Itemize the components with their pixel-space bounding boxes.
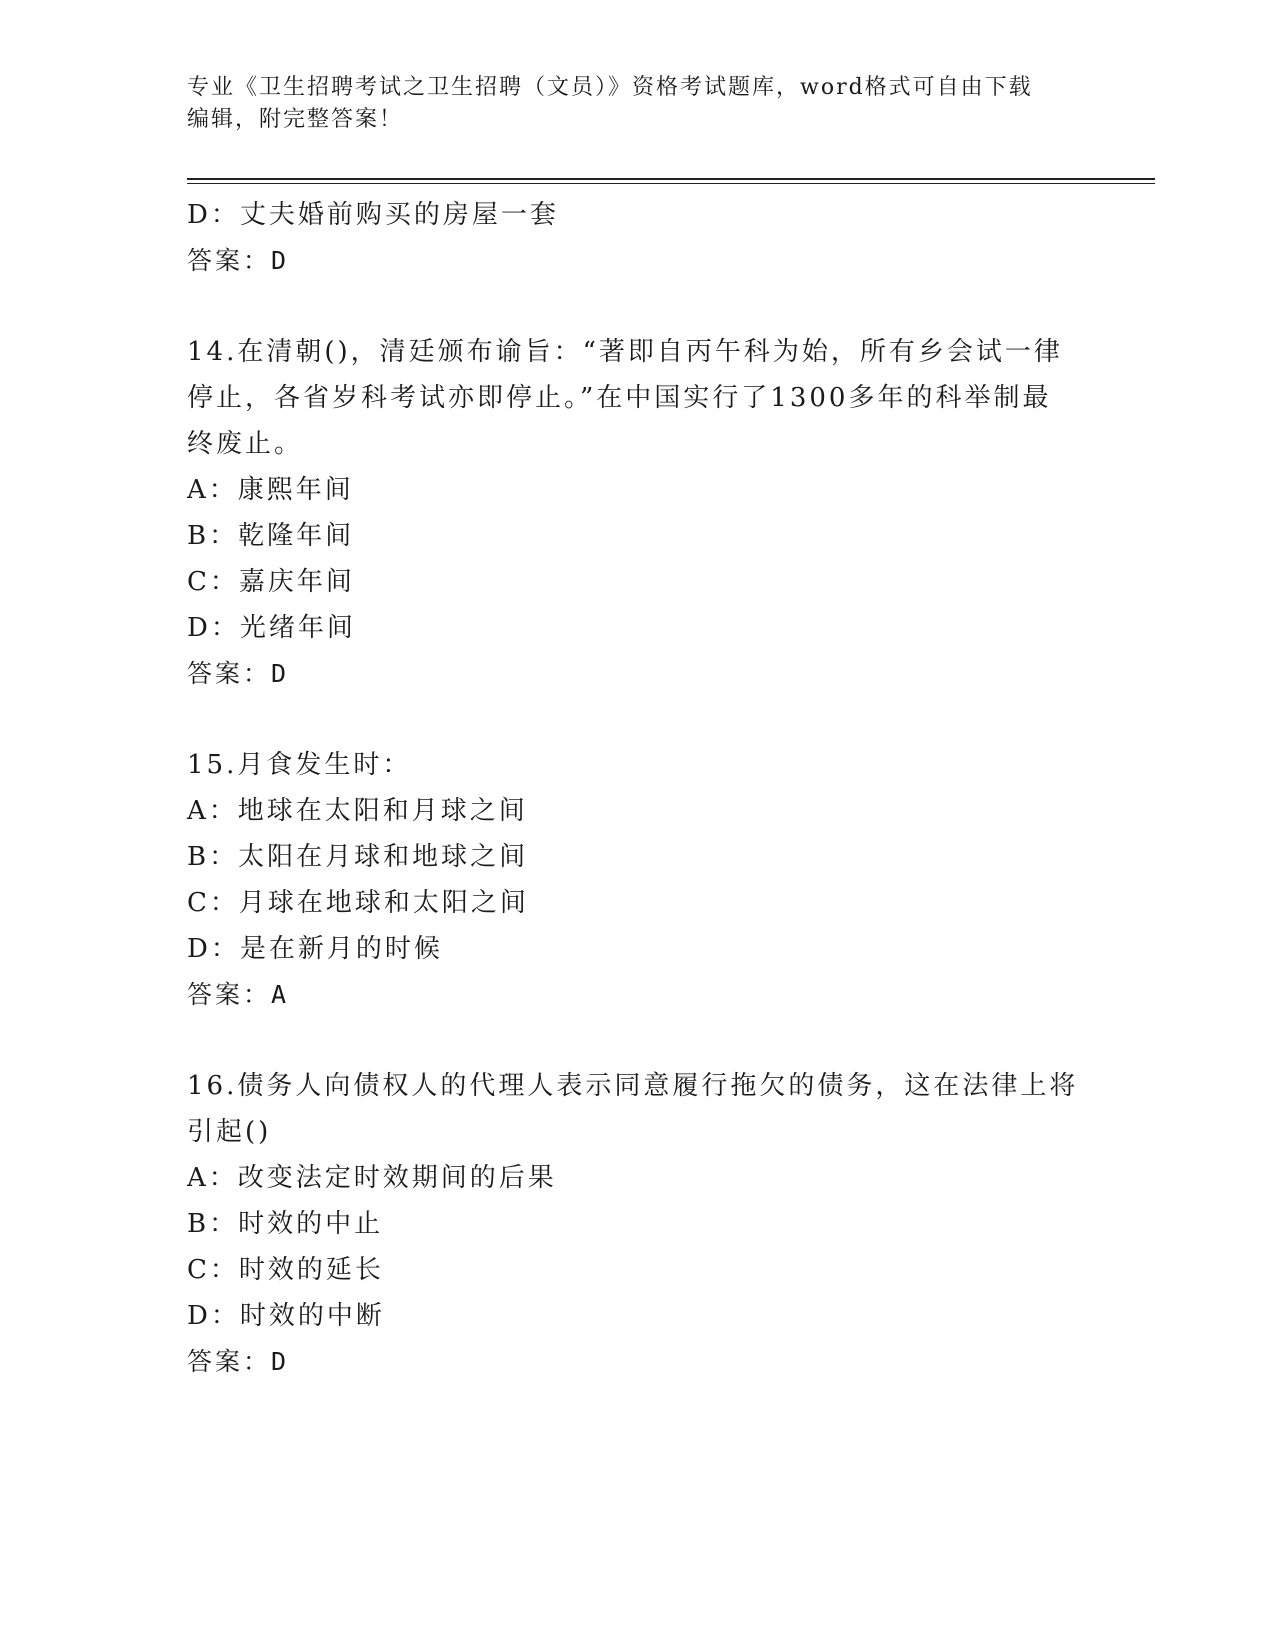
- header-line-1: 专业《卫生招聘考试之卫生招聘（文员）》资格考试题库，word格式可自由下载: [187, 75, 1033, 100]
- option-c: C：嘉庆年间: [187, 567, 355, 597]
- question-14: [187, 329, 1087, 697]
- question-list: [187, 192, 1087, 1385]
- answer: 答案：D: [187, 659, 290, 688]
- option-a: A：改变法定时效期间的后果: [187, 1163, 557, 1193]
- option-d: D：光绪年间: [187, 613, 356, 643]
- option-b: B：乾隆年间: [187, 521, 355, 551]
- page-header: [187, 72, 1067, 136]
- question-13-tail: [187, 192, 1087, 284]
- question-text-line: 停止，各省岁科考试亦即停止。”在中国实行了1300多年的科举制最: [187, 383, 1052, 413]
- question-16: [187, 1063, 1087, 1385]
- answer: 答案：A: [187, 980, 290, 1009]
- answer: 答案：D: [187, 1347, 290, 1376]
- header-rule-thick: [187, 178, 1155, 180]
- option-d: D：是在新月的时候: [187, 934, 443, 964]
- option-a: A：康熙年间: [187, 475, 354, 505]
- header-rule-thin: [187, 183, 1155, 184]
- question-text-line: 15.月食发生时：: [187, 750, 412, 780]
- option-b: B：时效的中止: [187, 1209, 384, 1239]
- question-text-line: 14.在清朝()，清廷颁布谕旨：“著即自丙午科为始，所有乡会试一律: [187, 337, 1063, 367]
- answer: 答案：D: [187, 246, 290, 275]
- question-15: [187, 742, 1087, 1018]
- option-d: D：时效的中断: [187, 1301, 385, 1331]
- question-text-line: 终废止。: [187, 429, 304, 459]
- option-b: B：太阳在月球和地球之间: [187, 842, 529, 872]
- question-text-line: 引起(): [187, 1117, 272, 1147]
- option-c: C：时效的延长: [187, 1255, 384, 1285]
- option-d: D：丈夫婚前购买的房屋一套: [187, 200, 559, 230]
- option-a: A：地球在太阳和月球之间: [187, 796, 528, 826]
- header-line-2: 编辑，附完整答案！: [187, 107, 404, 132]
- option-c: C：月球在地球和太阳之间: [187, 888, 529, 918]
- question-text-line: 16.债务人向债权人的代理人表示同意履行拖欠的债务，这在法律上将: [187, 1071, 1079, 1101]
